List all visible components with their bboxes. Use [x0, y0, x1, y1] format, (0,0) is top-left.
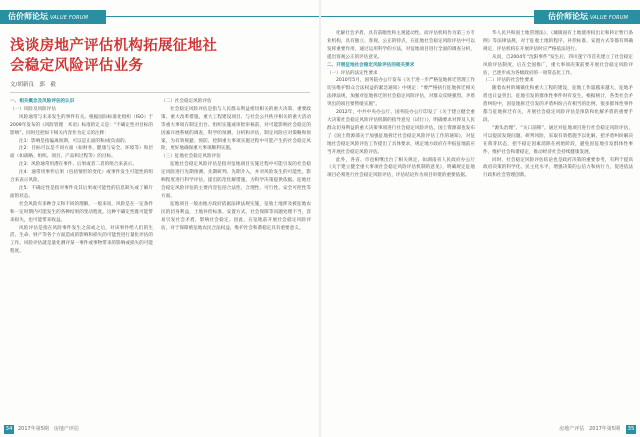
page-footer: 房地产评估 2017年第5期	[559, 426, 620, 432]
body-paragraph: 注1：影响是指偏离预期，可以是正面的和/或负面的。	[19, 138, 130, 144]
body-paragraph: “源头治理”、“关口前移”。通过对征地项目进行社会稳定风险评估，可以提前发现问题、研判风险，采取有效措施予以化解，把矛盾纠纷解决在萌芽状态，把不稳定因素消除在初始阶段，避免因征地引发群体性事件，维护社会和谐稳定，推动经济社会持续健康发展。	[483, 125, 633, 155]
left-column-1	[10, 98, 153, 420]
body-paragraph: 注4：通常用事件后果（包括情形的变化）或事件发生可能性的组合来表示风险。	[10, 170, 153, 184]
section-header-band	[0, 10, 106, 24]
body-paragraph: 2012年，中共中央办公厅、国务院办公厅印发了《关于建立健全重大决策社会稳定风险评估机制的指导意见（试行）》，明确要求对涉及人民群众切身利益的重大决策事项进行社会稳定风险评估。国土资源部也发布了《国土资源部关于加强征地拆迁社会稳定风险评估工作的通知》，对征地社会稳定风险评估工作提出了具体要求，规定地方政府在申报征地前应当开展社会稳定风险评估。	[327, 110, 475, 155]
right-column-1	[327, 30, 475, 420]
body-paragraph: 华人民共和国土地管理法》、《城镇国有土地使用权出让和转让暂行条例》等法律法规，对于征收土地的程序、补偿标准、安置方式等都有明确规定，评估机构在开展评估时应严格依法进行。	[483, 31, 633, 52]
body-paragraph: 从而，自2004年“沈阳事件”发生后，四川遂宁市首先建立了社会稳定风险评估制度，后在全国推广，重大事项决策前要开展社会稳定风险评估，已逐步成为各级政府的一项常态化工作。	[483, 54, 633, 76]
body-paragraph: 征地项目一般由地方政府依据法律法规实施，征收土地涉及被征地农民的切身利益，土地补偿标准、安置方式、社会保障等问题处理不当，容易引发社会矛盾，影响社会稳定。因此，在征地前开展社会稳定风险评估，对于保障被征地农民合法权益，维护社会和谐稳定具有重要意义。	[161, 201, 311, 231]
section-heading: 一、相关概念及风险评估的认识	[10, 99, 75, 104]
section-heading: （一）评估的法定性要求	[327, 70, 378, 76]
body-paragraph: 随着农村的城镇化和重大工程的建设，征地工作量越来越大，征地矛盾也日益突出，征地引发的群体性事件时有发生。根据统计，各类社会矛盾纠纷中，因征地拆迁引发的矛盾纠纷占有相当的比例，很多群体性事件都与征地拆迁有关，开展社会稳定风险评估是预防和化解矛盾的重要手段。	[483, 86, 633, 123]
left-page	[0, 0, 319, 437]
page-footer: 2017年第5期 房地产评估	[18, 426, 79, 432]
section-subtitle: VALUE FORUM	[50, 15, 89, 21]
article-title: 浅谈房地产评估机构拓展征地社会稳定风险评估业务	[10, 38, 218, 74]
body-paragraph: 社会风险有多种含义和不同的理解，一般来说，风险是在一定条件和一定时期内可能发生的各种结果的变动程度。这种不确定性既可能带来损失，也可能带来收益。	[10, 201, 153, 223]
section-title: 估价师论坛	[8, 12, 48, 21]
body-paragraph: 注2：目标可以是不同方面（如财务、健康与安全、环境等）和层面（如战略、组织、项目、产品和过程等）的目标。	[10, 146, 153, 160]
section-title: 估价师论坛	[548, 12, 588, 21]
section-heading: （二）社会稳定风险评估	[161, 99, 212, 104]
section-heading: （二）评估的社会性要求	[483, 78, 534, 84]
body-paragraph: 风险通常与未来发生的事件有关。根据国际标准化组织（ISO）于2009年发布的《风险管理 术语》标准的定义是：“不确定性对目标的影响”。同时还把如下相关内容作为定义的注释：	[10, 114, 153, 136]
section-header	[8, 10, 88, 24]
body-paragraph: 2010年5月，国务院办公厅发布《关于进一步严格征地拆迁管理工作切实维护群众合法权益的紧急通知》中规定：“要严格执行征地拆迁相关法律法规，加强对征地拆迁的社会稳定风险评估，对群众反映强烈、矛盾突出的项目要暂缓实施”。	[327, 78, 475, 108]
title-divider	[10, 92, 310, 93]
body-paragraph: 同时，社会稳定风险评估结论也是政府决策的重要参考，有利于提高政府决策的科学化、民主化水平，增强决策的公信力和执行力，促进依法行政和社会管理创新。	[483, 157, 633, 179]
header-rule	[321, 16, 534, 17]
body-paragraph: 注3：风险通常用潜在事件、后果或者二者的组合来表示。	[19, 162, 137, 168]
header-rule	[106, 16, 319, 17]
body-paragraph: 注5：不确定性是指对事件及其后果或可能性的信息缺失或了解片面的状态。	[10, 185, 153, 199]
section-subtitle: VALUE FORUM	[590, 15, 629, 21]
section-heading: （一）风险及风险评估	[10, 106, 56, 112]
body-paragraph: 化解社会矛盾，具有前瞻性和主观能动性。而评估机构作为第三方专业机构，具有独立、客观、公正的特点，在征地社会稳定风险评估中可以发挥重要作用，通过运用科学的方法，对征地项目进行全面的调查分析，提出客观公正的评估意见。	[327, 31, 475, 60]
section-heading: 二、开展征地社会稳定风险评估的相关要求	[327, 62, 415, 68]
left-column-2	[161, 98, 311, 420]
page-number: 35	[627, 426, 635, 432]
section-header-band	[534, 10, 640, 24]
page-number: 34	[5, 426, 13, 432]
right-column-2	[483, 30, 633, 420]
article-author: 文/胡新良 郭 毅	[10, 82, 56, 88]
section-heading: （三）征地社会稳定风险评估	[161, 154, 221, 160]
right-page	[321, 0, 640, 437]
body-paragraph: 征地社会稳定风险评估是指对征地项目实施过程中可能引发的社会稳定风险进行先期预测、先期研判、先期介入，并对风险发生的可能性、影响程度进行科学评估，提出防范化解措施，为科学决策提供依据。征地社会稳定风险评估的主要内容包括合法性、合理性、可行性、安全可控性等方面。	[161, 162, 311, 199]
body-paragraph: 风险评估是指在风险事件发生之前或之后，对该事件给人们的生活、生命、财产等各个方面造成的影响和损失的可能性进行量化评估的工作。风险评估就是量化测评某一事件或事物带来的影响或损失的可能程度。	[10, 225, 153, 255]
body-paragraph: 社会稳定风险评估是指与人民群众利益密切相关的重大决策、重要政策、重大改革措施、重大工程建设项目、与社会公共秩序相关的重大活动等重大事项在制定出台、组织实施或审批审核前，对可能影响社会稳定的因素开展系统的调查，科学的预测、分析和评估，制定风险应对策略和预案，为有效规避、预防、控制重大事项实施过程中可能产生的社会稳定风险，更好地确保重大事项顺利实施。	[161, 106, 311, 152]
section-header	[548, 10, 628, 24]
body-paragraph: 此外，各省、市也相继出台了相关规定，如湖南省人民政府办公厅《关于建立健全重大事项社会稳定风险评估机制的意见》，明确规定征地项目必须进行社会稳定风险评估，评估结论作为项目审批的重要依据。	[327, 157, 475, 179]
